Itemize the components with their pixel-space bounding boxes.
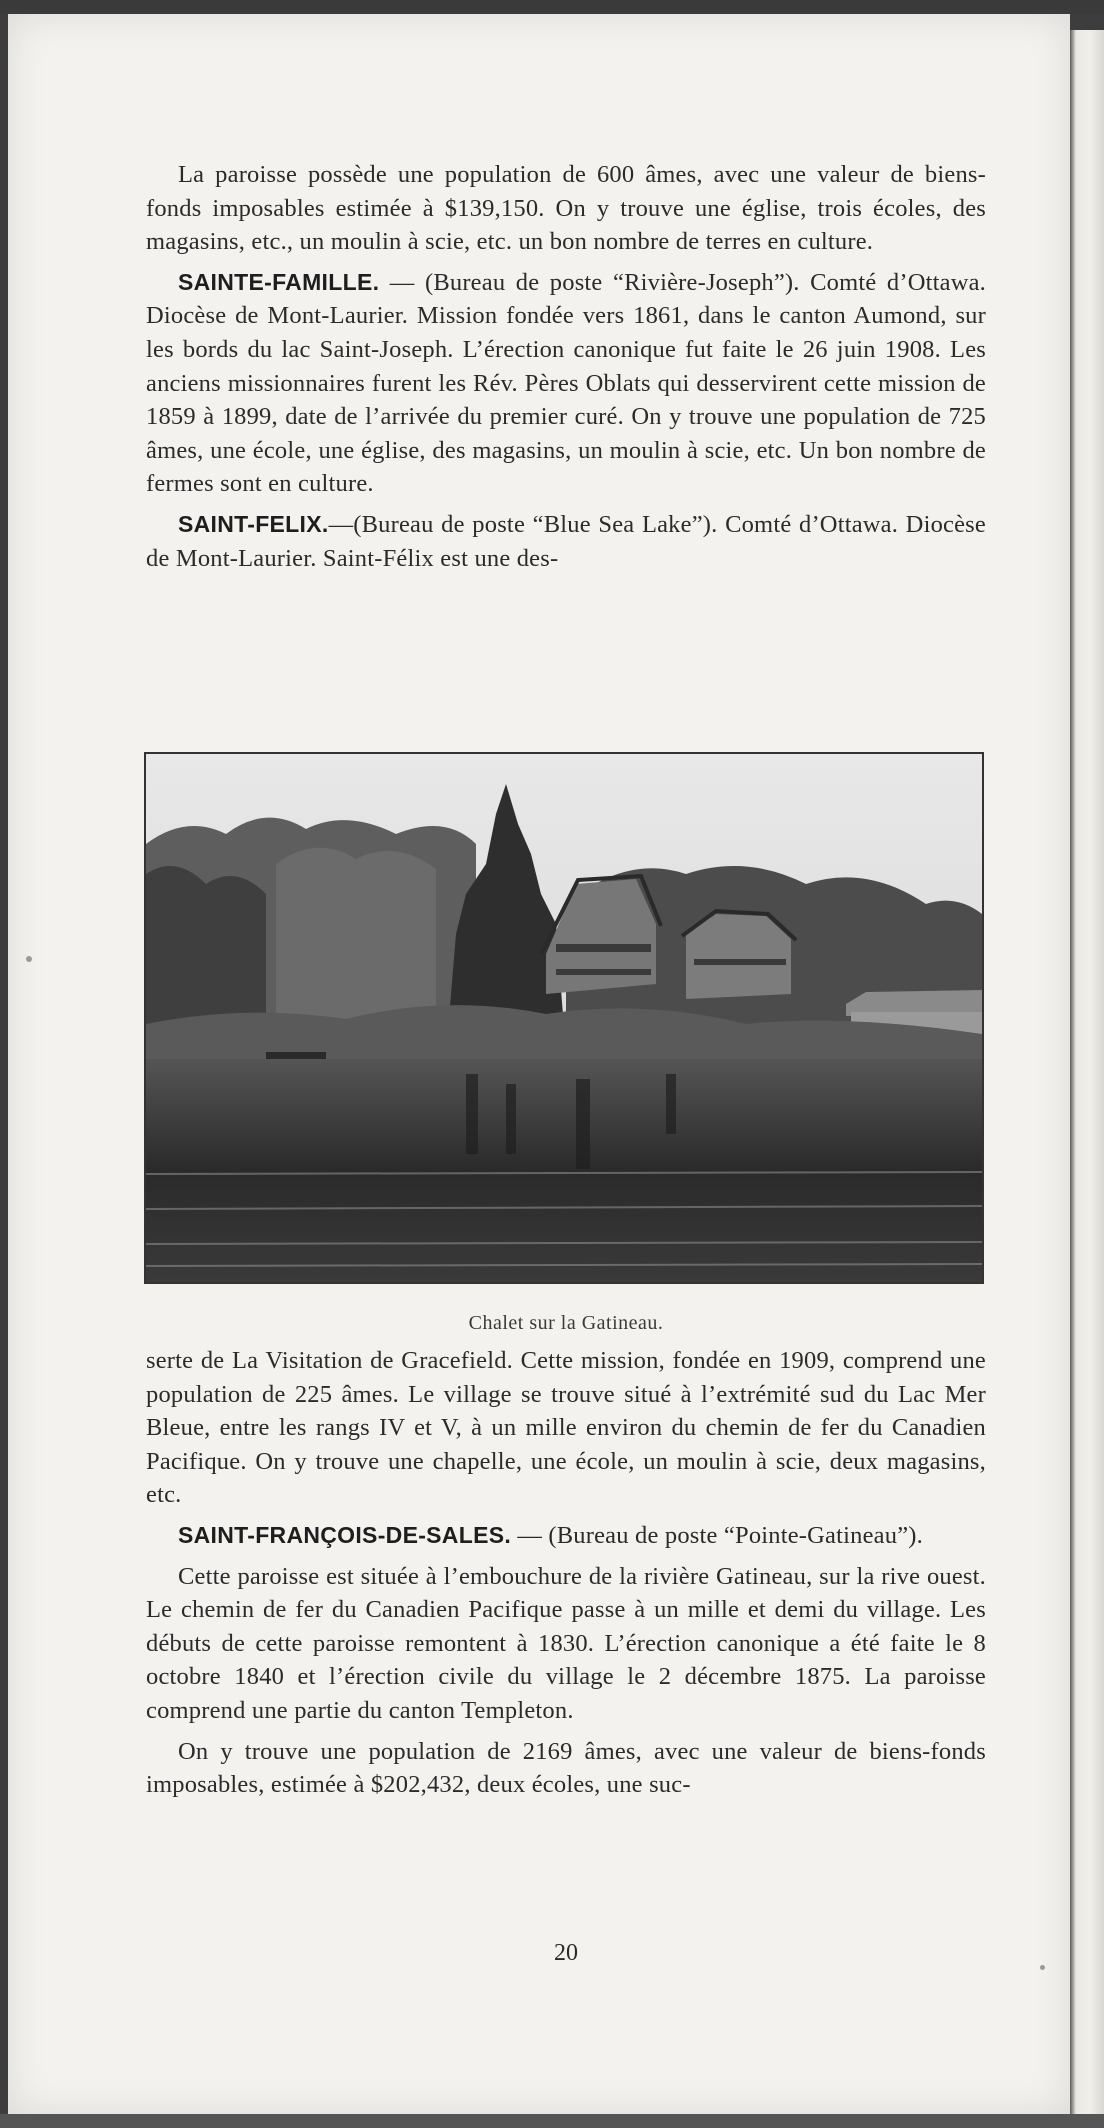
paragraph-text: — (Bureau de poste “Pointe-Gatineau”). — [511, 1521, 923, 1549]
paragraph-text: Cette paroisse est située à l’embouchure de la rivière Gatineau, sur la rive ouest. Le chemin de fer du Canadien Pacifique passe à un mille et demi du village. Les débuts de cette paroisse remontent à 1830. L’érection canonique a été faite le 8 octobre 1840 et l’érection civile du village le 2 décembre 1875. La paroisse comprend une partie du canton Templeton. — [146, 1562, 986, 1724]
chalet-photograph — [144, 752, 984, 1284]
paragraph — [146, 266, 986, 501]
entry-heading: SAINTE-FAMILLE. — [178, 268, 380, 295]
entry-heading: SAINT-FRANÇOIS-DE-SALES. — [178, 1521, 512, 1548]
paragraph-text: —(Bureau de poste “Blue Sea Lake”). Comté d’Ottawa. Diocèse de Mont-Laurier. Saint-Félix est une des- — [146, 510, 986, 572]
paragraph — [146, 508, 986, 575]
figure-caption: Chalet sur la Gatineau. — [468, 1312, 664, 1334]
paragraph — [146, 158, 986, 259]
paragraph-text: La paroisse possède une population de 600 âmes, avec une valeur de biens-fonds imposables estimée à $139,150. On y trouve une église, trois écoles, des magasins, etc., un moulin à scie, etc. un bon nombre de terres en culture. — [146, 161, 986, 256]
scan-top-border — [0, 0, 1104, 14]
paragraph — [146, 1735, 986, 1802]
next-page-edge — [1070, 30, 1104, 2128]
paragraph — [146, 1560, 986, 1728]
dust-speck — [1040, 1965, 1045, 1970]
text-block-bottom — [146, 1344, 986, 1809]
paragraph-text: — (Bureau de poste “Rivière-Joseph”). Comté d’Ottawa. Diocèse de Mont-Laurier. Mission fondée vers 1861, dans le canton Aumond, sur les bords du lac Saint-Joseph. L’érection canonique fut faite le 26 juin 1908. Les anciens missionnaires furent les Rév. Pères Oblats qui desservirent cette mission de 1859 à 1899, date de l’arrivée du premier curé. On y trouve une population de 725 âmes, une école, une église, des magasins, un moulin à scie, etc. Un bon nombre de fermes sont en culture. — [146, 268, 986, 498]
scan-bottom-border — [0, 2114, 1104, 2128]
paragraph-text: On y trouve une population de 2169 âmes, avec une valeur de biens-fonds imposables, estimée à $202,432, deux écoles, une suc- — [146, 1737, 986, 1799]
paragraph — [146, 1344, 986, 1512]
text-block-top — [146, 158, 986, 582]
paragraph — [146, 1519, 986, 1553]
entry-heading: SAINT-FELIX. — [178, 510, 329, 537]
paragraph-text: serte de La Visitation de Gracefield. Cette mission, fondée en 1909, comprend une population de 225 âmes. Le village se trouve situé à l’extrémité sud du Lac Mer Bleue, entre les rangs IV et V, à un mille environ du chemin de fer du Canadien Pacifique. On y trouve une chapelle, une école, un moulin à scie, deux magasins, etc. — [146, 1347, 986, 1509]
dust-speck — [26, 956, 32, 962]
page-number: 20 — [554, 1940, 578, 1966]
